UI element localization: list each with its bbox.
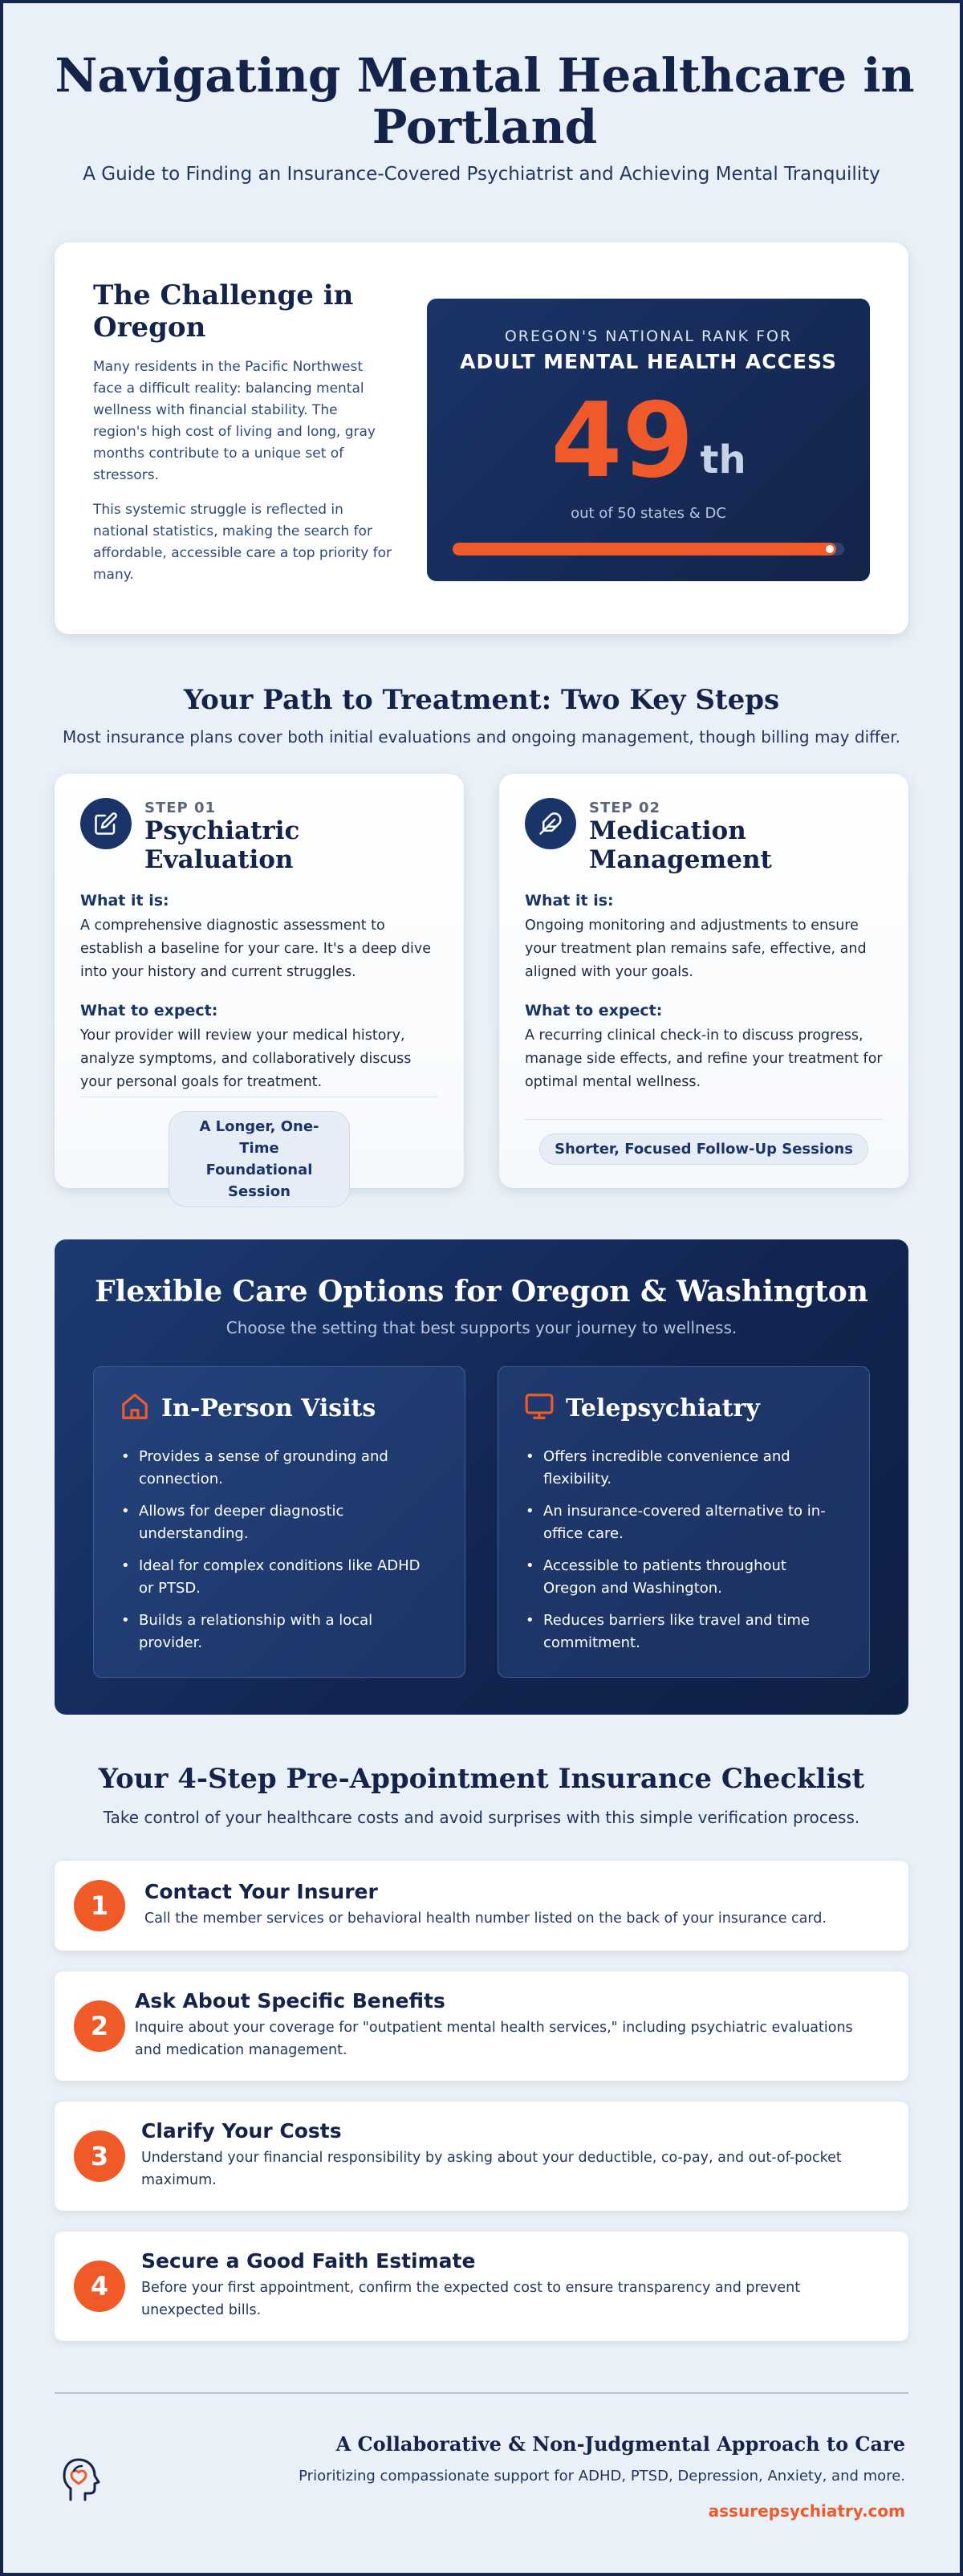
- care-option-bullets: [524, 1446, 843, 1654]
- checklist-item-title: Clarify Your Costs: [141, 2119, 342, 2143]
- challenge-card: [55, 242, 908, 634]
- checklist-item-text: Inquire about your coverage for "outpatient mental health services," including psychiatric evaluations and medication management.: [135, 2020, 853, 2058]
- checklist-number-badge: 2: [74, 2000, 125, 2052]
- step-title: Medication Management: [589, 816, 772, 874]
- rank-stat-box: [427, 299, 870, 581]
- care-option-title: Telepsychiatry: [566, 1394, 760, 1422]
- list-item: • An insurance-covered alternative to in-office care.: [524, 1500, 843, 1545]
- checklist-number-badge: 4: [74, 2261, 125, 2312]
- care-title: Flexible Care Options for Oregon & Washington: [95, 1275, 868, 1308]
- challenge-title: The Challenge in Oregon: [93, 279, 354, 344]
- step-expect-text: A recurring clinical check-in to discuss progress, manage side effects, and refine your treatment for optimal mental wellness.: [525, 1028, 883, 1090]
- step-session-pill: [499, 1133, 908, 1165]
- list-item: • Provides a sense of grounding and connection.: [120, 1446, 439, 1491]
- rank-number: 49: [551, 381, 694, 501]
- footer-subtitle: Prioritizing compassionate support for ADHD, PTSD, Depression, Anxiety, and more.: [299, 2468, 905, 2484]
- step-session-pill-label: A Longer, One-Time Foundational Session: [169, 1111, 350, 1207]
- step-session-pill-label: Shorter, Focused Follow-Up Sessions: [539, 1133, 868, 1165]
- list-item: • Allows for deeper diagnostic understanding.: [120, 1500, 439, 1545]
- hero-header: [3, 3, 960, 185]
- step-title: Psychiatric Evaluation: [144, 816, 300, 874]
- list-item: • Builds a relationship with a local provider.: [120, 1609, 439, 1654]
- footer-website-link[interactable]: assurepsychiatry.com: [708, 2501, 905, 2521]
- rank-progress-track: [453, 543, 844, 555]
- rank-number-group: [427, 381, 870, 501]
- step-kicker: STEP 02: [589, 800, 661, 816]
- list-item: • Ideal for complex conditions like ADHD or PTSD.: [120, 1555, 439, 1600]
- challenge-paragraph-1: Many residents in the Pacific Northwest face a difficult reality: balancing mental wellness with financial stability. The region's high cost of living and long, gray months contribute to a unique set of stressors.: [93, 359, 376, 483]
- head-heart-logo-icon: [61, 2456, 106, 2508]
- list-item: • Offers incredible convenience and flexibility.: [524, 1446, 843, 1491]
- checklist-item-1: [55, 1861, 908, 1951]
- care-option-telepsychiatry: [498, 1366, 870, 1678]
- step-expect-text: Your provider will review your medical history, analyze symptoms, and collaboratively discuss your personal goals for treatment.: [80, 1028, 412, 1090]
- step-header: [525, 798, 883, 874]
- footer-divider: [55, 2392, 908, 2394]
- rank-label-top: OREGON'S NATIONAL RANK FOR: [504, 328, 793, 345]
- care-subtitle: Choose the setting that best supports your journey to wellness.: [226, 1318, 737, 1337]
- step-what-label: What it is:: [80, 892, 169, 910]
- checklist-item-4: [55, 2232, 908, 2341]
- checklist-item-title: Ask About Specific Benefits: [135, 1989, 445, 2012]
- rank-caption: out of 50 states & DC: [571, 505, 726, 522]
- step-kicker: STEP 01: [144, 800, 217, 816]
- path-section-title: Your Path to Treatment: Two Key Steps: [183, 684, 780, 716]
- care-option-title: In-Person Visits: [161, 1394, 376, 1422]
- checklist-number-badge: 1: [74, 1880, 125, 1931]
- feather-icon: [525, 798, 576, 849]
- step-what-text: Ongoing monitoring and adjustments to ensure your treatment plan remains safe, effective, and aligned with your goals.: [525, 918, 867, 980]
- checklist-number-badge: 3: [74, 2130, 125, 2182]
- checklist-subtitle: Take control of your healthcare costs and avoid surprises with this simple verification process.: [103, 1808, 860, 1827]
- rank-suffix: th: [700, 437, 746, 482]
- page-title: Navigating Mental Healthcare in Portland: [55, 48, 915, 154]
- checklist-item-text: Call the member services or behavioral health number listed on the back of your insurance card.: [144, 1911, 827, 1927]
- list-item: • Reduces barriers like travel and time commitment.: [524, 1609, 843, 1654]
- rank-progress-fill: [453, 543, 836, 555]
- challenge-text: [93, 279, 394, 586]
- step-header: [80, 798, 438, 874]
- checklist-item-title: Contact Your Insurer: [144, 1880, 378, 1903]
- step-card-evaluation: [55, 774, 464, 1200]
- checklist-title: Your 4-Step Pre-Appointment Insurance Checklist: [98, 1763, 865, 1795]
- monitor-icon: [524, 1391, 555, 1425]
- list-item: • Accessible to patients throughout Oregon and Washington.: [524, 1555, 843, 1600]
- rank-label-main: ADULT MENTAL HEALTH ACCESS: [460, 350, 837, 373]
- step-what-label: What it is:: [525, 892, 614, 910]
- home-icon: [120, 1391, 150, 1425]
- care-option-in-person: [93, 1366, 465, 1678]
- page-subtitle: A Guide to Finding an Insurance-Covered Psychiatrist and Achieving Mental Tranquility: [83, 164, 880, 185]
- step-session-pill: [55, 1111, 464, 1207]
- checklist-item-2: [55, 1972, 908, 2081]
- path-section-subtitle: Most insurance plans cover both initial evaluations and ongoing management, though billing may differ.: [63, 727, 900, 747]
- footer-title: A Collaborative & Non-Judgmental Approach to Care: [335, 2432, 905, 2456]
- checklist-item-3: [55, 2102, 908, 2211]
- checklist-item-text: Understand your financial responsibility by asking about your deductible, co-pay, and out-of-pocket maximum.: [141, 2150, 842, 2188]
- step-divider: [525, 1119, 883, 1120]
- step-expect-label: What to expect:: [80, 1002, 218, 1019]
- care-options-panel: [55, 1239, 908, 1715]
- care-option-bullets: [120, 1446, 439, 1654]
- edit-icon: [80, 798, 132, 849]
- challenge-paragraph-2: This systemic struggle is reflected in national statistics, making the search for affordable, accessible care a top priority for many.: [93, 502, 392, 583]
- step-expect-label: What to expect:: [525, 1002, 663, 1019]
- rank-progress-knob: [826, 545, 834, 553]
- checklist-item-text: Before your first appointment, confirm the expected cost to ensure transparency and prevent unexpected bills.: [141, 2280, 801, 2318]
- checklist-item-title: Secure a Good Faith Estimate: [141, 2249, 476, 2273]
- step-what-text: A comprehensive diagnostic assessment to establish a baseline for your care. It's a deep dive into your history and current struggles.: [80, 918, 432, 980]
- step-card-medication: [499, 774, 908, 1188]
